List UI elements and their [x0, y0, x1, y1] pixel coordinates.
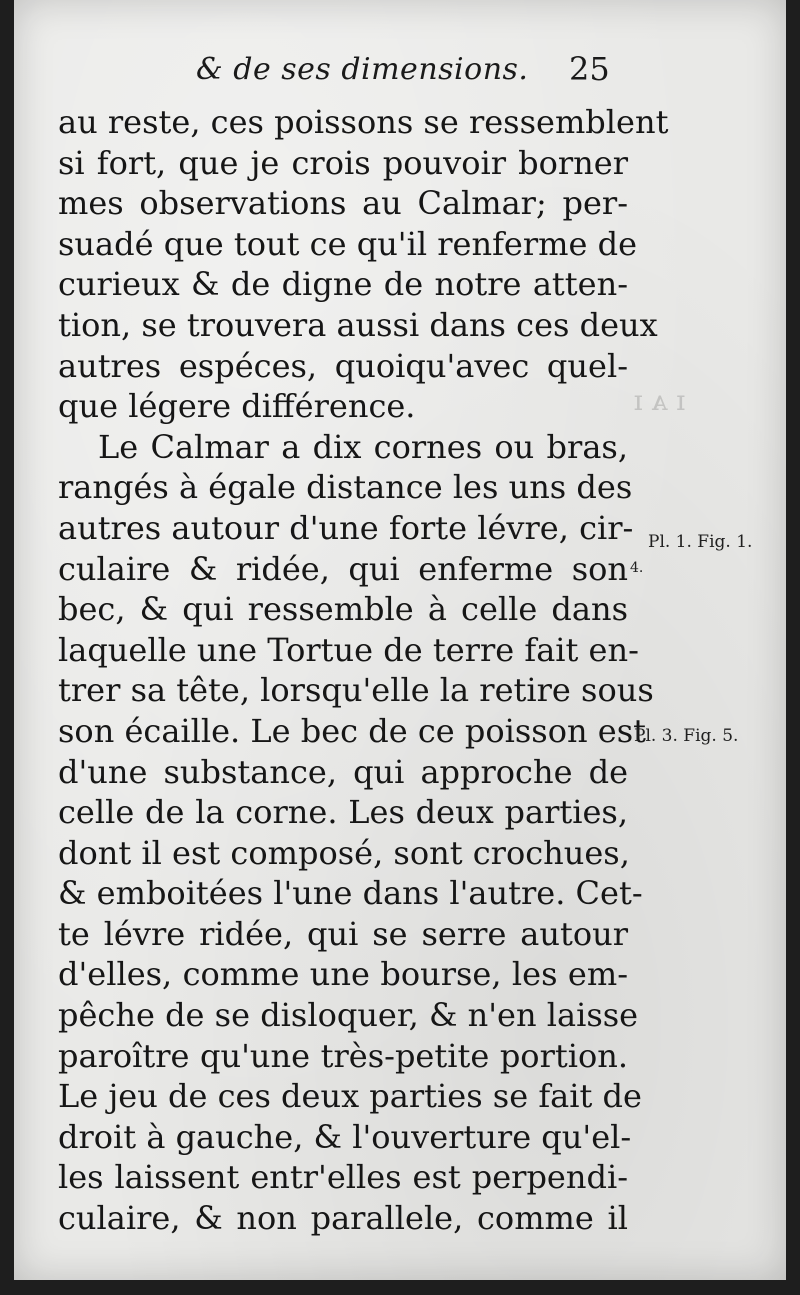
text-line: celle de la corne. Les deux parties,	[58, 793, 628, 832]
text-line: rangés à égale distance les uns des	[58, 468, 633, 507]
bleed-through-text: ɪ ᴀ ɪ	[634, 384, 686, 417]
text-line: d'elles, comme une bourse, les em-	[58, 955, 628, 994]
margin-note-plate-1: Pl. 1. Fig. 1.	[648, 532, 753, 552]
text-line: culaire, & non parallele, comme il	[58, 1199, 628, 1238]
page-header	[14, 52, 786, 96]
text-line: laquelle une Tortue de terre fait en-	[58, 630, 639, 669]
text-line: autres espéces, quoiqu'avec quel-	[58, 346, 628, 385]
text-line: d'une substance, qui approche de	[58, 752, 628, 791]
text-line: au reste, ces poissons se ressemblent	[58, 103, 669, 141]
text-line: Le jeu de ces deux parties se fait de	[58, 1077, 642, 1116]
text-line: que légere différence.	[58, 387, 416, 426]
paragraph-start-line: Le Calmar a dix cornes ou bras,	[98, 427, 628, 466]
margin-note-plate-1-continued: 4.	[630, 560, 644, 576]
text-line: si fort, que je crois pouvoir borner	[58, 143, 628, 182]
text-line: droit à gauche, & l'ouverture qu'el-	[58, 1117, 632, 1156]
text-line: mes observations au Calmar; per-	[58, 184, 628, 223]
text-line: dont il est composé, sont crochues,	[58, 833, 630, 872]
page-number: 25	[569, 50, 610, 88]
text-line: son écaille. Le bec de ce poisson est	[58, 711, 646, 750]
text-line: te lévre ridée, qui se serre autour	[58, 914, 628, 953]
book-page	[14, 0, 786, 1280]
text-line: trer sa tête, lorsqu'elle la retire sous	[58, 671, 654, 710]
text-line: autres autour d'une forte lévre, cir-	[58, 508, 634, 547]
text-line: curieux & de digne de notre atten-	[58, 265, 628, 304]
text-line: & emboitées l'une dans l'autre. Cet-	[58, 874, 643, 913]
running-title: & de ses dimensions.	[196, 52, 529, 87]
text-line: bec, & qui ressemble à celle dans	[58, 590, 628, 629]
text-line: paroître qu'une très-petite portion.	[58, 1036, 628, 1075]
text-line: tion, se trouvera aussi dans ces deux	[58, 305, 658, 344]
text-line: culaire & ridée, qui enferme son	[58, 549, 628, 588]
text-line: pêche de se disloquer, & n'en laisse	[58, 996, 639, 1035]
text-line: les laissent entr'elles est perpendi-	[58, 1158, 628, 1197]
text-line: suadé que tout ce qu'il renferme de	[58, 224, 638, 263]
margin-note-plate-3: Pl. 3. Fig. 5.	[634, 726, 739, 746]
